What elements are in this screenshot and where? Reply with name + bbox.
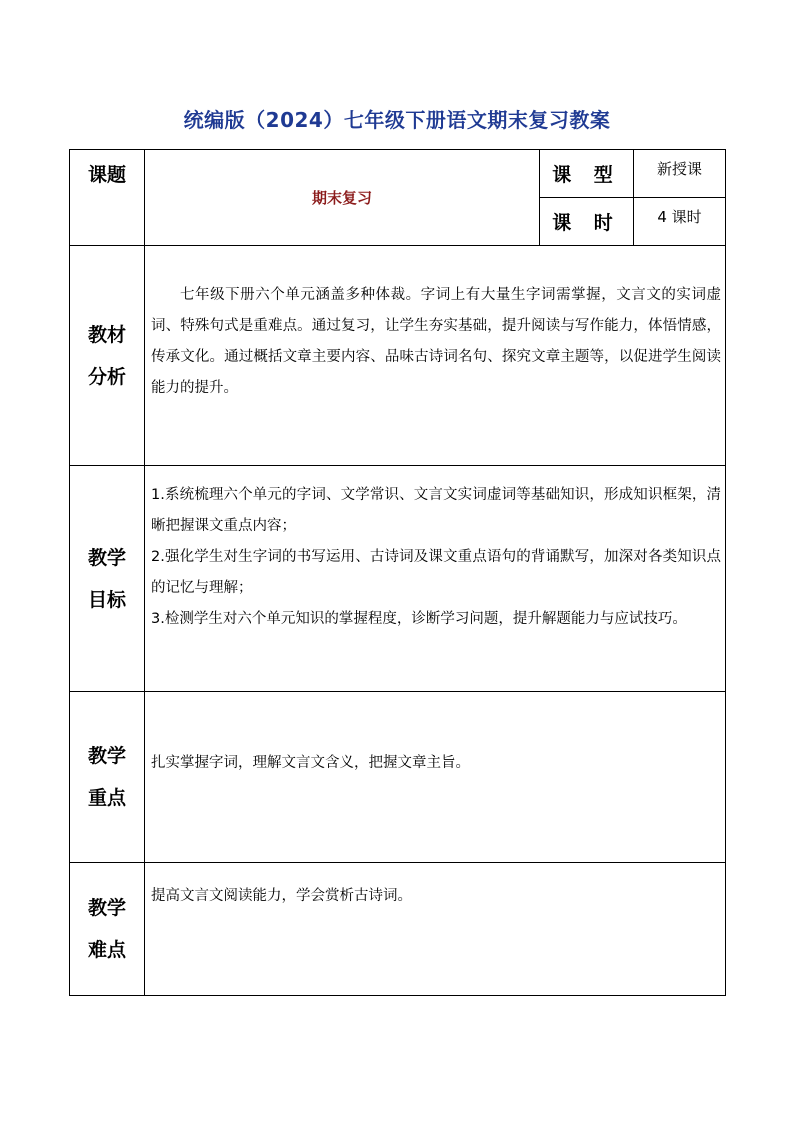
key-points-row bbox=[70, 692, 726, 863]
teaching-goals-label-line2: 目标 bbox=[87, 588, 126, 611]
hours-value: 4 课时 bbox=[657, 208, 702, 226]
topic-label-cell bbox=[70, 150, 145, 246]
material-analysis-label-line2: 分析 bbox=[87, 365, 126, 388]
type-label: 课 型 bbox=[552, 164, 621, 186]
topic-label: 课题 bbox=[87, 164, 126, 186]
teaching-goals-row bbox=[70, 466, 726, 692]
key-points-label-line1: 教学 bbox=[87, 745, 126, 767]
type-label-cell bbox=[540, 150, 634, 198]
key-points-content-cell bbox=[145, 692, 726, 863]
hours-label: 课 时 bbox=[552, 212, 621, 234]
difficult-points-content-cell bbox=[145, 863, 726, 996]
difficult-points-label-line1: 教学 bbox=[87, 897, 126, 919]
key-points-label-line2: 重点 bbox=[87, 787, 126, 809]
difficult-points-label-line2: 难点 bbox=[87, 939, 126, 961]
header-row-1 bbox=[70, 150, 726, 198]
material-analysis-label-line1: 教材 bbox=[87, 323, 126, 346]
material-analysis-label-cell bbox=[70, 246, 145, 466]
topic-value: 期末复习 bbox=[311, 189, 372, 207]
teaching-goal-item-3: 3.检测学生对六个单元知识的掌握程度，诊断学习问题，提升解题能力与应试技巧。 bbox=[151, 611, 687, 627]
teaching-goals-label-line1: 教学 bbox=[87, 546, 126, 569]
teaching-goals-content-cell bbox=[145, 466, 726, 692]
difficult-points-label-cell bbox=[70, 863, 145, 996]
hours-value-cell bbox=[634, 198, 726, 246]
difficult-points-row bbox=[70, 863, 726, 996]
topic-value-cell bbox=[145, 150, 540, 246]
material-analysis-text: 七年级下册六个单元涵盖多种体裁。字词上有大量生字词需掌握，文言文的实词虚词、特殊句式是重难点。通过复习，让学生夯实基础，提升阅读与写作能力，体悟情感，传承文化。通过概括文章主要内容、品味古诗词名句、探究文章主题等，以促进学生阅读能力的提升。 bbox=[151, 287, 721, 396]
document-title: 统编版（2024）七年级下册语文期末复习教案 bbox=[183, 108, 611, 132]
material-analysis-row bbox=[70, 246, 726, 466]
key-points-text: 扎实掌握字词，理解文言文含义，把握文章主旨。 bbox=[151, 755, 470, 771]
teaching-goal-item-2: 2.强化学生对生字词的书写运用、古诗词及课文重点语句的背诵默写，加深对各类知识点的记忆与理解； bbox=[151, 549, 721, 596]
key-points-label-cell bbox=[70, 692, 145, 863]
lesson-plan-table bbox=[69, 149, 726, 996]
hours-label-cell bbox=[540, 198, 634, 246]
teaching-goal-item-1: 1.系统梳理六个单元的字词、文学常识、文言文实词虚词等基础知识，形成知识框架，清晰把握课文重点内容； bbox=[151, 487, 721, 534]
material-analysis-content-cell bbox=[145, 246, 726, 466]
teaching-goals-label-cell bbox=[70, 466, 145, 692]
difficult-points-text: 提高文言文阅读能力，学会赏析古诗词。 bbox=[151, 888, 412, 904]
type-value-cell bbox=[634, 150, 726, 198]
type-value: 新授课 bbox=[656, 160, 702, 178]
